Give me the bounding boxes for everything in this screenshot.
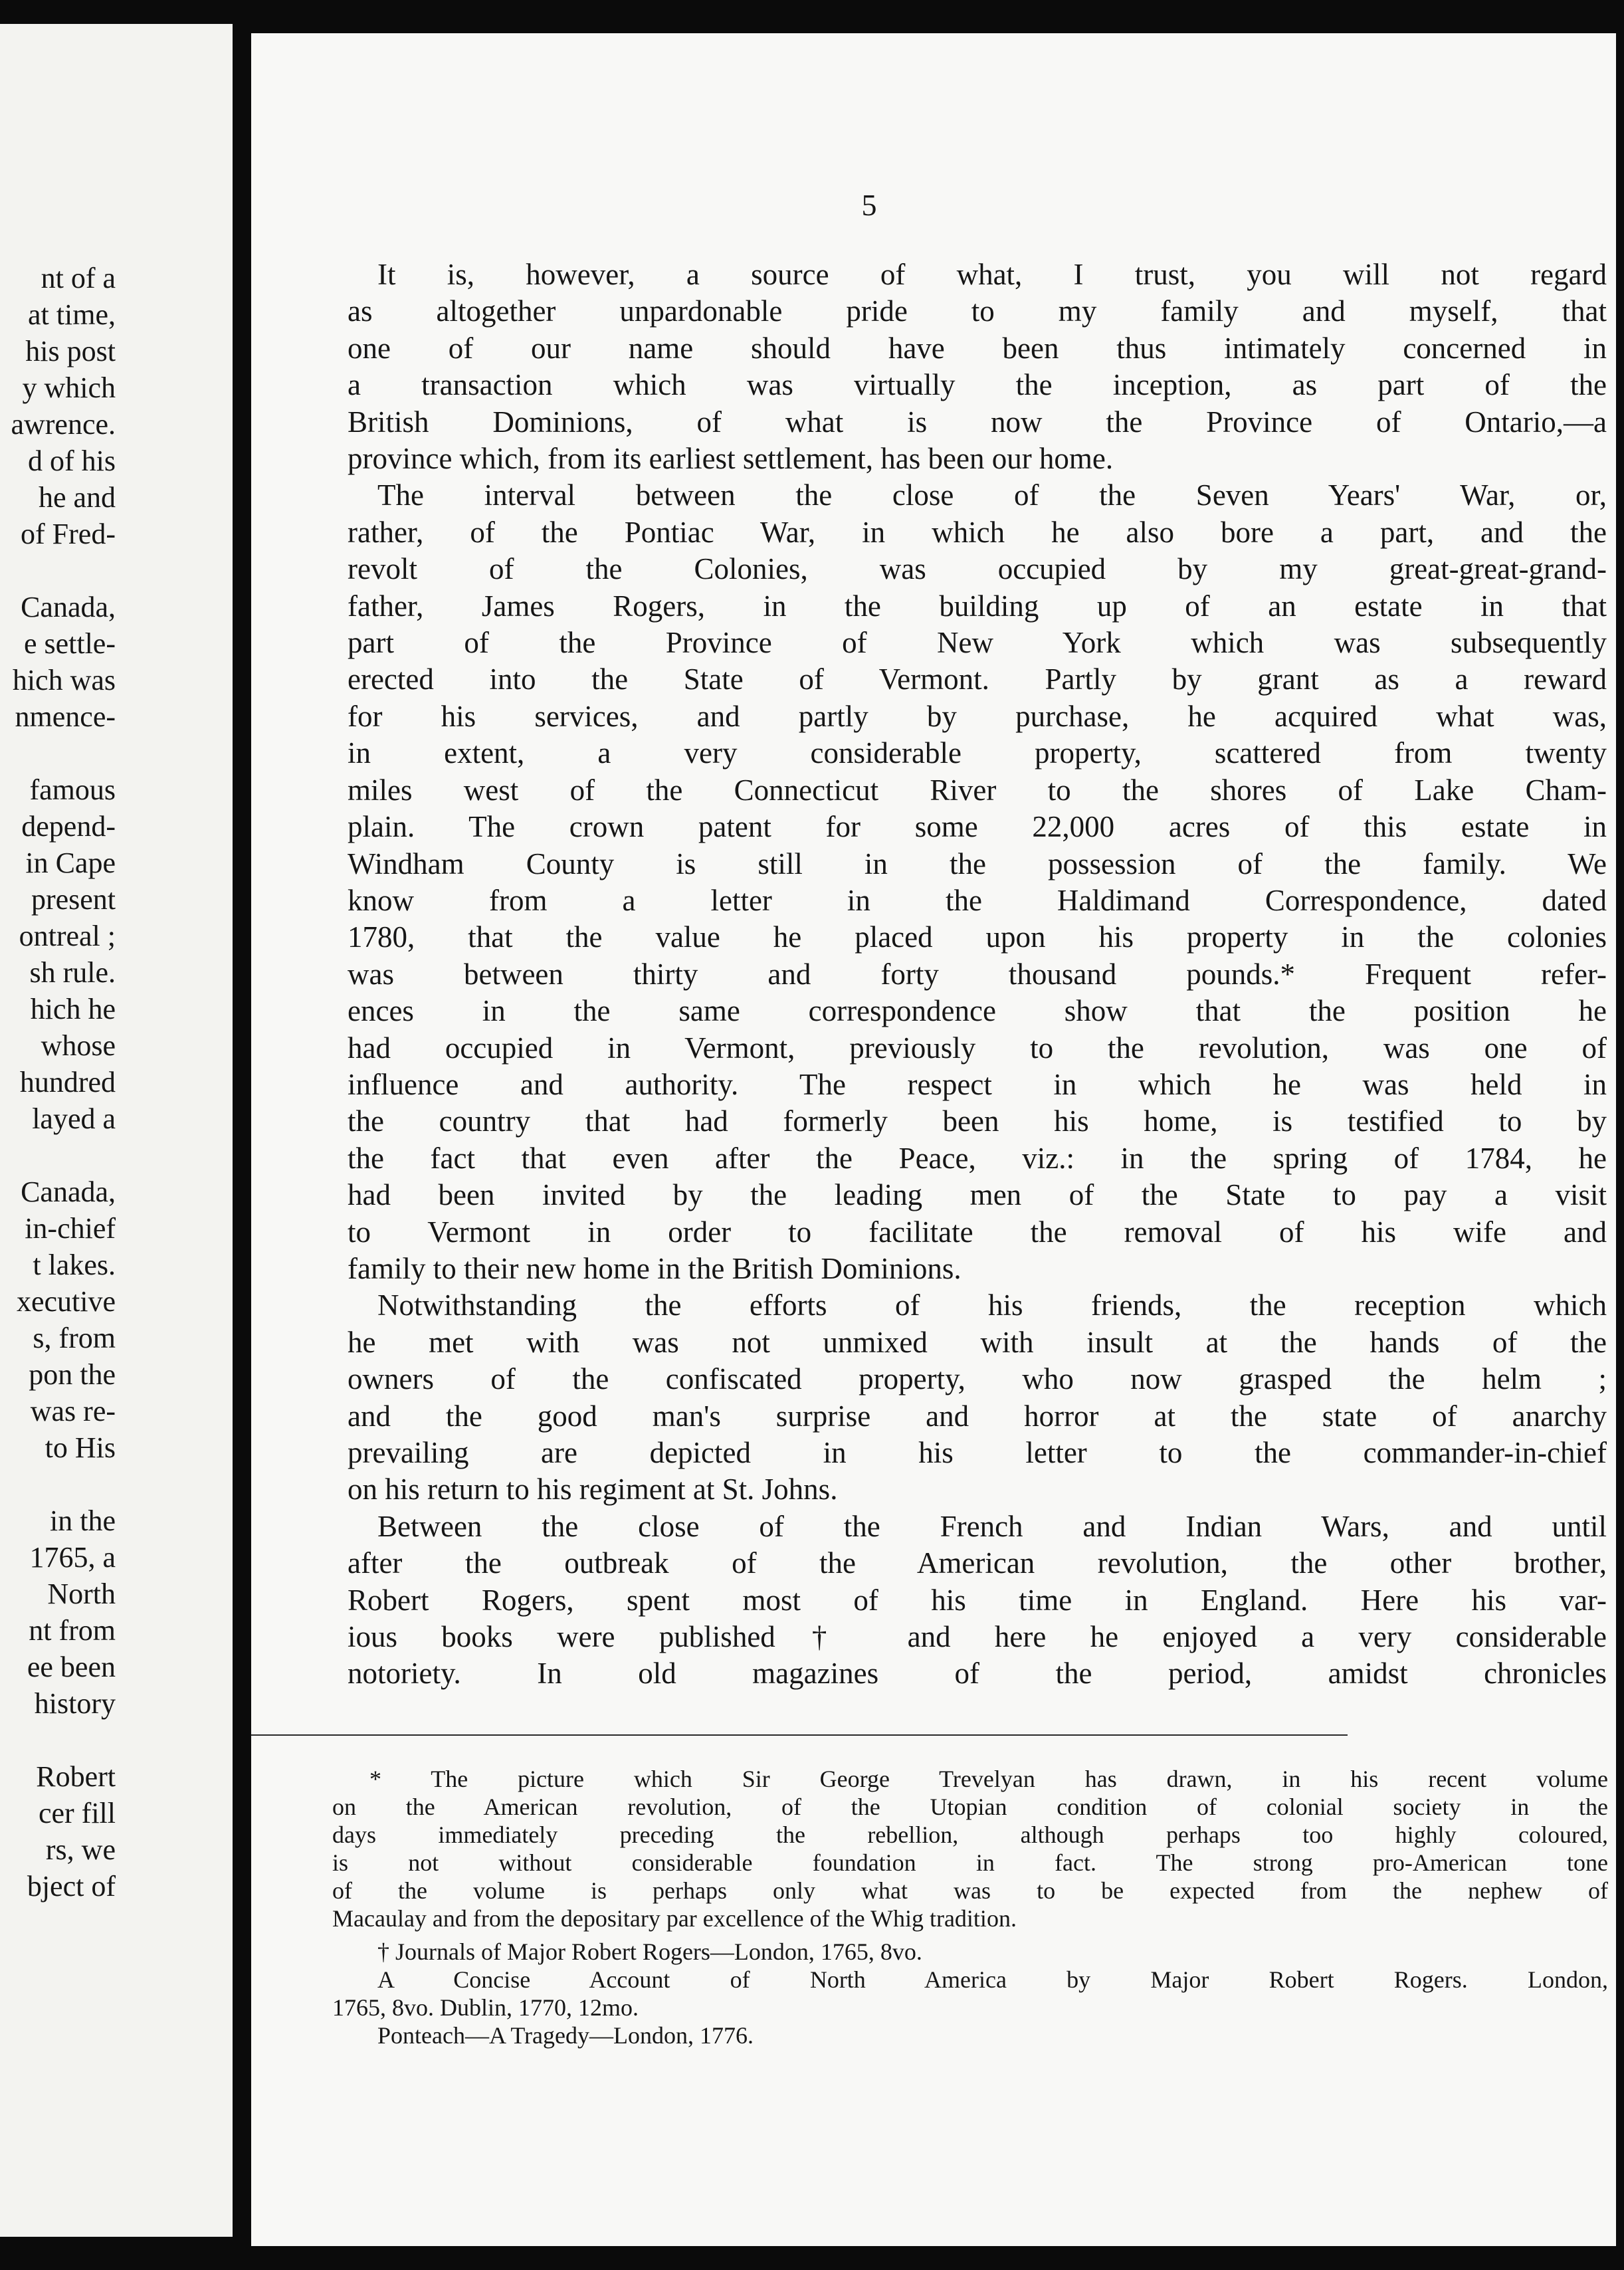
body-line: to Vermont in order to facilitate the removal of his wife and bbox=[348, 1215, 1607, 1249]
left-text-fragment: 1765, a bbox=[29, 1541, 116, 1574]
left-text-fragment: was re- bbox=[30, 1395, 116, 1427]
body-line: The interval between the close of the Seven Years' War, or, bbox=[377, 478, 1607, 512]
body-line: he met with was not unmixed with insult at the hands of the bbox=[348, 1325, 1607, 1359]
left-text-fragment: depend- bbox=[21, 810, 116, 843]
body-line: had been invited by the leading men of the State to pay a visit bbox=[348, 1178, 1607, 1212]
left-text-fragment: sh rule. bbox=[29, 956, 116, 989]
left-text-fragment: bject of bbox=[27, 1870, 116, 1903]
left-text-fragment: t lakes. bbox=[33, 1249, 116, 1281]
footnote-line: on the American revolution, of the Utopian condition of colonial society in the bbox=[332, 1794, 1608, 1820]
left-text-fragment: in-chief bbox=[25, 1212, 116, 1245]
left-text-fragment: famous bbox=[29, 774, 116, 806]
footnote-line: Macaulay and from the depositary par excellence of the Whig tradition. bbox=[332, 1905, 1017, 1932]
page-number: 5 bbox=[861, 188, 877, 222]
left-text-fragment: nt of a bbox=[41, 262, 116, 294]
body-line: for his services, and partly by purchase, he acquired what was, bbox=[348, 699, 1607, 733]
right-page bbox=[251, 33, 1616, 2246]
body-line: It is, however, a source of what, I trust, you will not regard bbox=[377, 258, 1607, 291]
left-text-fragment: hich was bbox=[12, 664, 116, 696]
left-text-fragment: ontreal ; bbox=[19, 920, 116, 952]
body-line: in extent, a very considerable property, scattered from twenty bbox=[348, 736, 1607, 770]
footnote-divider bbox=[251, 1734, 1348, 1736]
left-text-fragment: Robert bbox=[36, 1760, 116, 1793]
body-line: Robert Rogers, spent most of his time in England. Here his var- bbox=[348, 1583, 1607, 1617]
body-line: owners of the confiscated property, who now grasped the helm ; bbox=[348, 1362, 1607, 1396]
left-text-fragment: of Fred- bbox=[21, 518, 116, 550]
left-text-fragment: layed a bbox=[32, 1102, 116, 1135]
left-text-fragment: Canada, bbox=[21, 1176, 116, 1208]
left-text-fragment: hundred bbox=[19, 1066, 116, 1098]
footnote-line: days immediately preceding the rebellion, although perhaps too highly coloured, bbox=[332, 1821, 1608, 1848]
left-text-fragment: d of his bbox=[28, 445, 116, 477]
reference-line: Ponteach—A Tragedy—London, 1776. bbox=[377, 2022, 754, 2049]
body-line: plain. The crown patent for some 22,000 acres of this estate in bbox=[348, 810, 1607, 844]
body-line: was between thirty and forty thousand pounds.* Frequent refer- bbox=[348, 957, 1607, 991]
body-line: rather, of the Pontiac War, in which he also bore a part, and the bbox=[348, 515, 1607, 549]
body-line: Windham County is still in the possession of the family. We bbox=[348, 847, 1607, 880]
left-text-fragment: s, from bbox=[33, 1322, 116, 1354]
left-text-fragment: in the bbox=[50, 1504, 116, 1537]
footnote-line: is not without considerable foundation in fact. The strong pro-American tone bbox=[332, 1849, 1608, 1876]
body-line: family to their new home in the British Dominions. bbox=[348, 1251, 962, 1285]
body-line: as altogether unpardonable pride to my family and myself, that bbox=[348, 294, 1607, 328]
body-line: revolt of the Colonies, was occupied by my great-great-grand- bbox=[348, 552, 1607, 586]
left-text-fragment: Canada, bbox=[21, 591, 116, 623]
left-text-fragment: present bbox=[31, 883, 116, 916]
left-text-fragment: awrence. bbox=[11, 408, 116, 441]
body-line: one of our name should have been thus intimately concerned in bbox=[348, 331, 1607, 365]
reference-line: † Journals of Major Robert Rogers—London, 1765, 8vo. bbox=[377, 1938, 922, 1965]
left-text-fragment: at time, bbox=[28, 298, 116, 331]
left-text-fragment: he and bbox=[38, 481, 116, 514]
body-line: and the good man's surprise and horror at the state of anarchy bbox=[348, 1399, 1607, 1433]
left-text-fragment: hich he bbox=[30, 993, 116, 1025]
reference-line: A Concise Account of North America by Major Robert Rogers. London, bbox=[377, 1966, 1608, 1993]
body-line: a transaction which was virtually the inception, as part of the bbox=[348, 368, 1607, 402]
body-line: the fact that even after the Peace, viz.: in the spring of 1784, he bbox=[348, 1141, 1607, 1175]
left-text-fragment: nt from bbox=[29, 1614, 116, 1647]
footnote-line: * The picture which Sir George Trevelyan has drawn, in his recent volume bbox=[369, 1766, 1608, 1792]
body-line: 1780, that the value he placed upon his property in the colonies bbox=[348, 920, 1607, 954]
body-line: British Dominions, of what is now the Province of Ontario,—a bbox=[348, 405, 1607, 439]
reference-line: 1765, 8vo. Dublin, 1770, 12mo. bbox=[332, 1994, 639, 2021]
body-line: ences in the same correspondence show that the position he bbox=[348, 994, 1607, 1028]
footnote-line: of the volume is perhaps only what was to be expected from the nephew of bbox=[332, 1877, 1608, 1904]
body-line: influence and authority. The respect in which he was held in bbox=[348, 1067, 1607, 1101]
left-text-fragment: ee been bbox=[27, 1651, 116, 1683]
left-text-fragment: whose bbox=[41, 1029, 116, 1062]
body-line: know from a letter in the Haldimand Correspondence, dated bbox=[348, 883, 1607, 917]
body-line: miles west of the Connecticut River to the shores of Lake Cham- bbox=[348, 773, 1607, 807]
body-line: after the outbreak of the American revolution, the other brother, bbox=[348, 1546, 1607, 1580]
left-text-fragment: to His bbox=[45, 1431, 116, 1464]
left-text-fragment: North bbox=[47, 1578, 116, 1610]
left-page-fragment bbox=[0, 24, 233, 2237]
footnotes bbox=[332, 1765, 1608, 1932]
left-text-fragment: in Cape bbox=[25, 847, 116, 879]
body-line: Between the close of the French and Indian Wars, and until bbox=[377, 1509, 1607, 1543]
body-line: prevailing are depicted in his letter to the commander-in-chief bbox=[348, 1436, 1607, 1469]
body-line: had occupied in Vermont, previously to the revolution, was one of bbox=[348, 1031, 1607, 1065]
left-text-fragment: pon the bbox=[29, 1358, 116, 1391]
body-line: ious books were published† and here he enjoyed a very considerable bbox=[348, 1620, 1607, 1654]
body-line: father, James Rogers, in the building up of an estate in that bbox=[348, 589, 1607, 623]
left-text-fragment: y which bbox=[22, 371, 116, 404]
body-line: the country that had formerly been his home, is testified to by bbox=[348, 1104, 1607, 1138]
left-text-fragment: xecutive bbox=[16, 1285, 116, 1318]
body-line: notoriety. In old magazines of the period, amidst chronicles bbox=[348, 1657, 1607, 1691]
left-text-fragment: rs, we bbox=[45, 1833, 116, 1866]
left-text-fragment: e settle- bbox=[23, 627, 116, 660]
body-text bbox=[348, 257, 1607, 1693]
left-text-fragment: his post bbox=[25, 335, 116, 367]
body-line: on his return to his regiment at St. Johns. bbox=[348, 1473, 838, 1506]
body-line: erected into the State of Vermont. Partly by grant as a reward bbox=[348, 663, 1607, 696]
body-line: Notwithstanding the efforts of his friends, the reception which bbox=[377, 1289, 1607, 1322]
body-line: part of the Province of New York which was subsequently bbox=[348, 626, 1607, 660]
left-text-fragment: history bbox=[34, 1687, 116, 1720]
left-text-fragment: nmence- bbox=[15, 700, 116, 733]
left-text-fragment: cer fill bbox=[38, 1797, 116, 1829]
bibliography-notes bbox=[332, 1938, 1608, 2049]
body-line: province which, from its earliest settlement, has been our home. bbox=[348, 442, 1114, 476]
